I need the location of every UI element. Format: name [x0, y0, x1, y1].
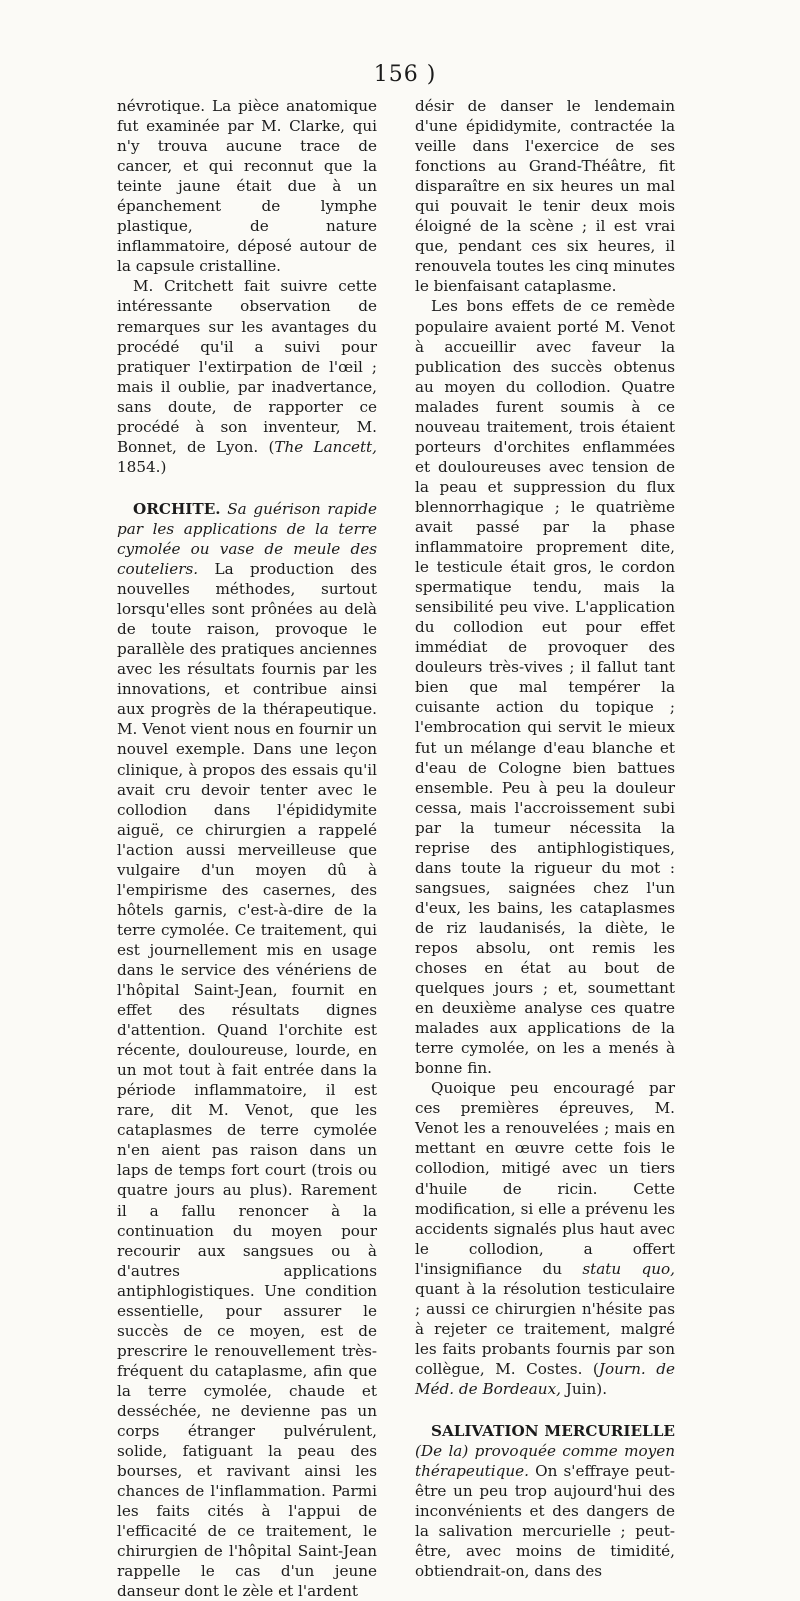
left-column — [117, 96, 377, 1601]
statu-quo: statu quo, — [582, 1259, 675, 1278]
section-separator — [117, 477, 377, 499]
salivation-heading: SALIVATION MERCURIELLE — [431, 1422, 675, 1441]
section-separator-right — [415, 1399, 675, 1421]
page-number: 156 ) — [373, 62, 437, 87]
salivation-body: On s'effraye peut-être un peu trop aujourd'hui des inconvénients et des dangers de la salivation mercurielle ; peut-être, avec moins de timidité, obtiendrait-on, dans des — [415, 1462, 675, 1581]
source-journal-bordeaux: Journ. de Méd. de Bordeaux, — [415, 1359, 676, 1398]
quoique-text-2: quant à la résolution testiculaire ; aussi ce chirurgien n'hésite pas à rejeter ce traitement, malgré les faits probants fournis par son collègue, M. Costes. ( — [415, 1279, 675, 1378]
paragraph-quoique — [415, 1078, 675, 1399]
paragraph-remede: Les bons effets de ce remède populaire avaient porté M. Venot à accueillir avec faveur la publication des succès obtenus au moyen du collodion. Quatre malades furent soumis à ce nouveau traitement, trois étaient porteurs d'orchites enflammées et douloureuses avec tension de la peau et suppression du flux blennorrhagique ; le quatrième avait passé par la phase inflammatoire proprement dite, le testicule était gros, le cordon spermatique tendu, mais la sensibilité peu vive. L'application du collodion eut pour effet immédiat de provoquer des douleurs très-vives ; il fallut tant bien que mal tempérer la cuisante action du topique ; l'embrocation qui servit le mieux fut un mélange d'eau blanche et d'eau de Cologne bien battues ensemble. Peu à peu la douleur cessa, mais l'accroissement subi par la tumeur nécessita la reprise des antiphlogistiques, dans toute la rigueur du mot : sangsues, saignées chez l'un d'eux, les bains, les cataplasmes de riz laudanisés, la diète, le repos absolu, ont remis les choses en état au bout de quelques jours ; et, soumettant en deuxième analyse ces quatre malades aux applications de la terre cymolée, on les a menés à bonne fin. — [415, 297, 675, 1078]
critchett-year: 1854.) — [117, 457, 167, 476]
critchett-text: M. Critchett fait suivre cette intéressante observation de remarques sur les avantages du procédé qu'il a suivi pour pratiquer l'extirpation de l'œil ; mais il oublie, par inadvertance, sans doute, de rapporter ce procédé à son inventeur, M. Bonnet, de Lyon. ( — [117, 277, 377, 456]
paragraph-critchett — [117, 276, 377, 476]
paragraph-clarke: névrotique. La pièce anatomique fut examinée par M. Clarke, qui n'y trouva aucune trace de cancer, et qui reconnut que la teinte jaune était due à un épanchement de lymphe plastique, de nature inflammatoire, déposé autour de la capsule cristalline. — [117, 97, 377, 276]
right-column — [415, 96, 675, 1581]
salivation-subheading: (De la) provoquée comme moyen thérapeutique. — [415, 1442, 675, 1481]
orchite-heading: ORCHITE. — [133, 499, 221, 518]
paragraph-danseur: désir de danser le lendemain d'une épididymite, contractée la veille dans l'exercice de ses fonctions au Grand-Théâtre, fit disparaître en six heures un mal qui pouvait le tenir deux mois éloigné de la scène ; il est vrai que, pendant ces six heures, il renouvela toutes les cinq minutes le bienfaisant cataplasme. — [415, 97, 675, 296]
source-lancett: The Lancett, — [274, 437, 377, 456]
section-orchite — [117, 499, 377, 1601]
orchite-body: La production des nouvelles méthodes, surtout lorsqu'elles sont prônées au delà de toute raison, provoque le parallèle des pratiques anciennes avec les résultats fournis par les innovations, et contribue ainsi aux progrès de la thérapeutique. M. Venot vient nous en fournir un nouvel exemple. Dans une leçon clinique, à propos des essais qu'il avait cru devoir tenter avec le collodion dans l'épididymite aiguë, ce chirurgien a rappelé l'action aussi merveilleuse que vulgaire d'un moyen dû à l'empirisme des casernes, des hôtels garnis, c'est-à-dire de la terre cymolée. Ce traitement, qui est journellement mis en usage dans le service des vénériens de l'hôpital Saint-Jean, fournit en effet des résultats dignes d'attention. Quand l'orchite est récente, douloureuse, lourde, en un mot tout à fait entrée dans la période inflammatoire, il est rare, dit M. Venot, que les cataplasmes de terre cymolée n'en aient pas raison dans un laps de temps fort court (trois ou quatre jours au plus). Rarement il a fallu renoncer à la continuation du moyen pour recourir aux sangsues ou à d'autres applications antiphlogistiques. Une condition essentielle, pour assurer le succès de ce moyen, est de prescrire le renouvellement très-fréquent du cataplasme, afin que la terre cymolée, chaude et desséchée, ne devienne pas un corps étranger pulvérulent, solide, fatiguant la peau des bourses, et ravivant ainsi les chances de l'inflammation. Parmi les faits cités à l'appui de l'efficacité de ce traitement, le chirurgien de l'hôpital Saint-Jean rappelle le cas d'un jeune danseur dont le zèle et l'ardent — [117, 560, 377, 1601]
orchite-subheading: Sa guérison rapide par les applications de la terre cymolée ou vase de meule des couteliers. — [117, 499, 377, 579]
section-salivation — [415, 1421, 675, 1581]
quoique-end: Juin). — [560, 1380, 608, 1398]
quoique-text: Quoique peu encouragé par ces premières épreuves, M. Venot les a renouvelées ; mais en mettant en œuvre cette fois le collodion, mitigé avec un tiers d'huile de ricin. Cette modification, si elle a prévenu les accidents signalés plus haut avec le collodion, a offert l'insignifiance du — [415, 1079, 675, 1278]
